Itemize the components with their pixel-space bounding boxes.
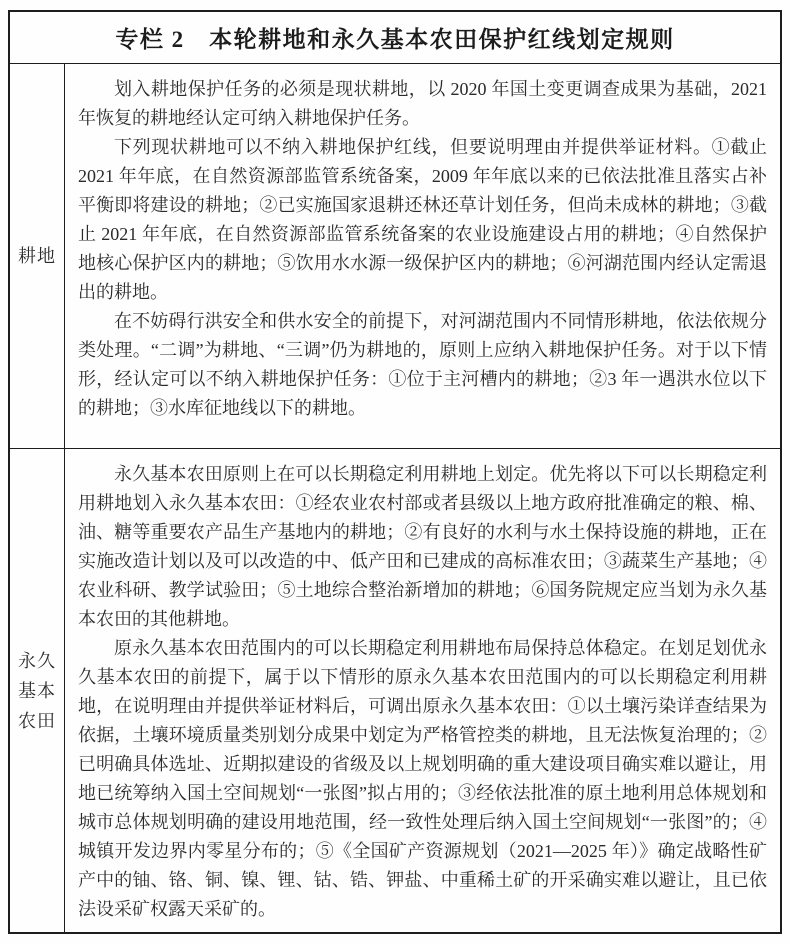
row-label-line: 基本	[18, 680, 56, 701]
row-content-cropland	[65, 64, 780, 448]
row-label-line: 农田	[18, 710, 56, 731]
page-title: 专栏 2 本轮耕地和永久基本农田保护红线划定规则	[10, 12, 780, 64]
paragraph: 划入耕地保护任务的必须是现状耕地，以 2020 年国土变更调查成果为基础，2021 年恢复的耕地经认定可纳入耕地保护任务。	[78, 79, 767, 128]
paragraph: 下列现状耕地可以不纳入耕地保护红线，但要说明理由并提供举证材料。①截止 2021 年年底，在自然资源部监管系统备案，2009 年年底以来的已依法批准且落实占补平衡即将建设的耕地；②已实施国家退耕还林还草计划任务，但尚未成林的耕地；③截止 2021 年年底，在自然资源部监管系统备案的农业设施建设占用的耕地；④自然保护地核心保护区内的耕地；⑤饮用水水源一级保护区内的耕地；⑥河湖范围内经认定需退出的耕地。	[78, 137, 767, 302]
paragraph: 永久基本农田原则上在可以长期稳定利用耕地上划定。优先将以下可以长期稳定利用耕地划入永久基本农田：①经农业农村部或者县级以上地方政府批准确定的粮、棉、油、糖等重要农产品生产基地内的耕地；②有良好的水利与水土保持设施的耕地，正在实施改造计划以及可以改造的中、低产田和已建成的高标准农田；③蔬菜生产基地；④农业科研、教学试验田；⑤土地综合整治新增加的耕地；⑥国务院规定应当划为永久基本农田的其他耕地。	[78, 464, 767, 629]
row-label-line: 永久	[18, 650, 56, 671]
row-content-permanent-basic-farmland	[65, 449, 780, 932]
row-label-permanent-basic-farmland	[10, 449, 65, 932]
paragraph: 在不妨碍行洪安全和供水安全的前提下，对河湖范围内不同情形耕地，依法依规分类处理。“二调”为耕地、“三调”仍为耕地的，原则上应纳入耕地保护任务。对于以下情形，经认定可以不纳入耕地保护任务：①位于主河槽内的耕地；②3 年一遇洪水位以下的耕地；③水库征地线以下的耕地。	[78, 311, 767, 418]
table-row-cropland	[10, 64, 780, 449]
row-label-cropland	[10, 64, 65, 448]
row-label-text: 耕地	[18, 246, 56, 266]
policy-box-table	[8, 10, 782, 934]
paragraph: 原永久基本农田范围内的可以长期稳定利用耕地布局保持总体稳定。在划足划优永久基本农田的前提下，属于以下情形的原永久基本农田范围内的可以长期稳定利用耕地，在说明理由并提供举证材料后，可调出原永久基本农田：①以土壤污染详查结果为依据，土壤环境质量类别划分成果中划定为严格管控类的耕地，且无法恢复治理的；②已明确具体选址、近期拟建设的省级及以上规划明确的重大建设项目确实难以避让，用地已统筹纳入国土空间规划“一张图”拟占用的；③经依法批准的原土地利用总体规划和城市总体规划明确的建设用地范围，经一致性处理后纳入国土空间规划“一张图”的；④城镇开发边界内零星分布的；⑤《全国矿产资源规划（2021—2025 年）》确定战略性矿产中的铀、铬、铜、镍、锂、钴、锆、钾盐、中重稀土矿的开采确实难以避让，且已依法设采矿权露天采矿的。	[78, 638, 767, 919]
table-row-permanent-basic-farmland	[10, 449, 780, 932]
